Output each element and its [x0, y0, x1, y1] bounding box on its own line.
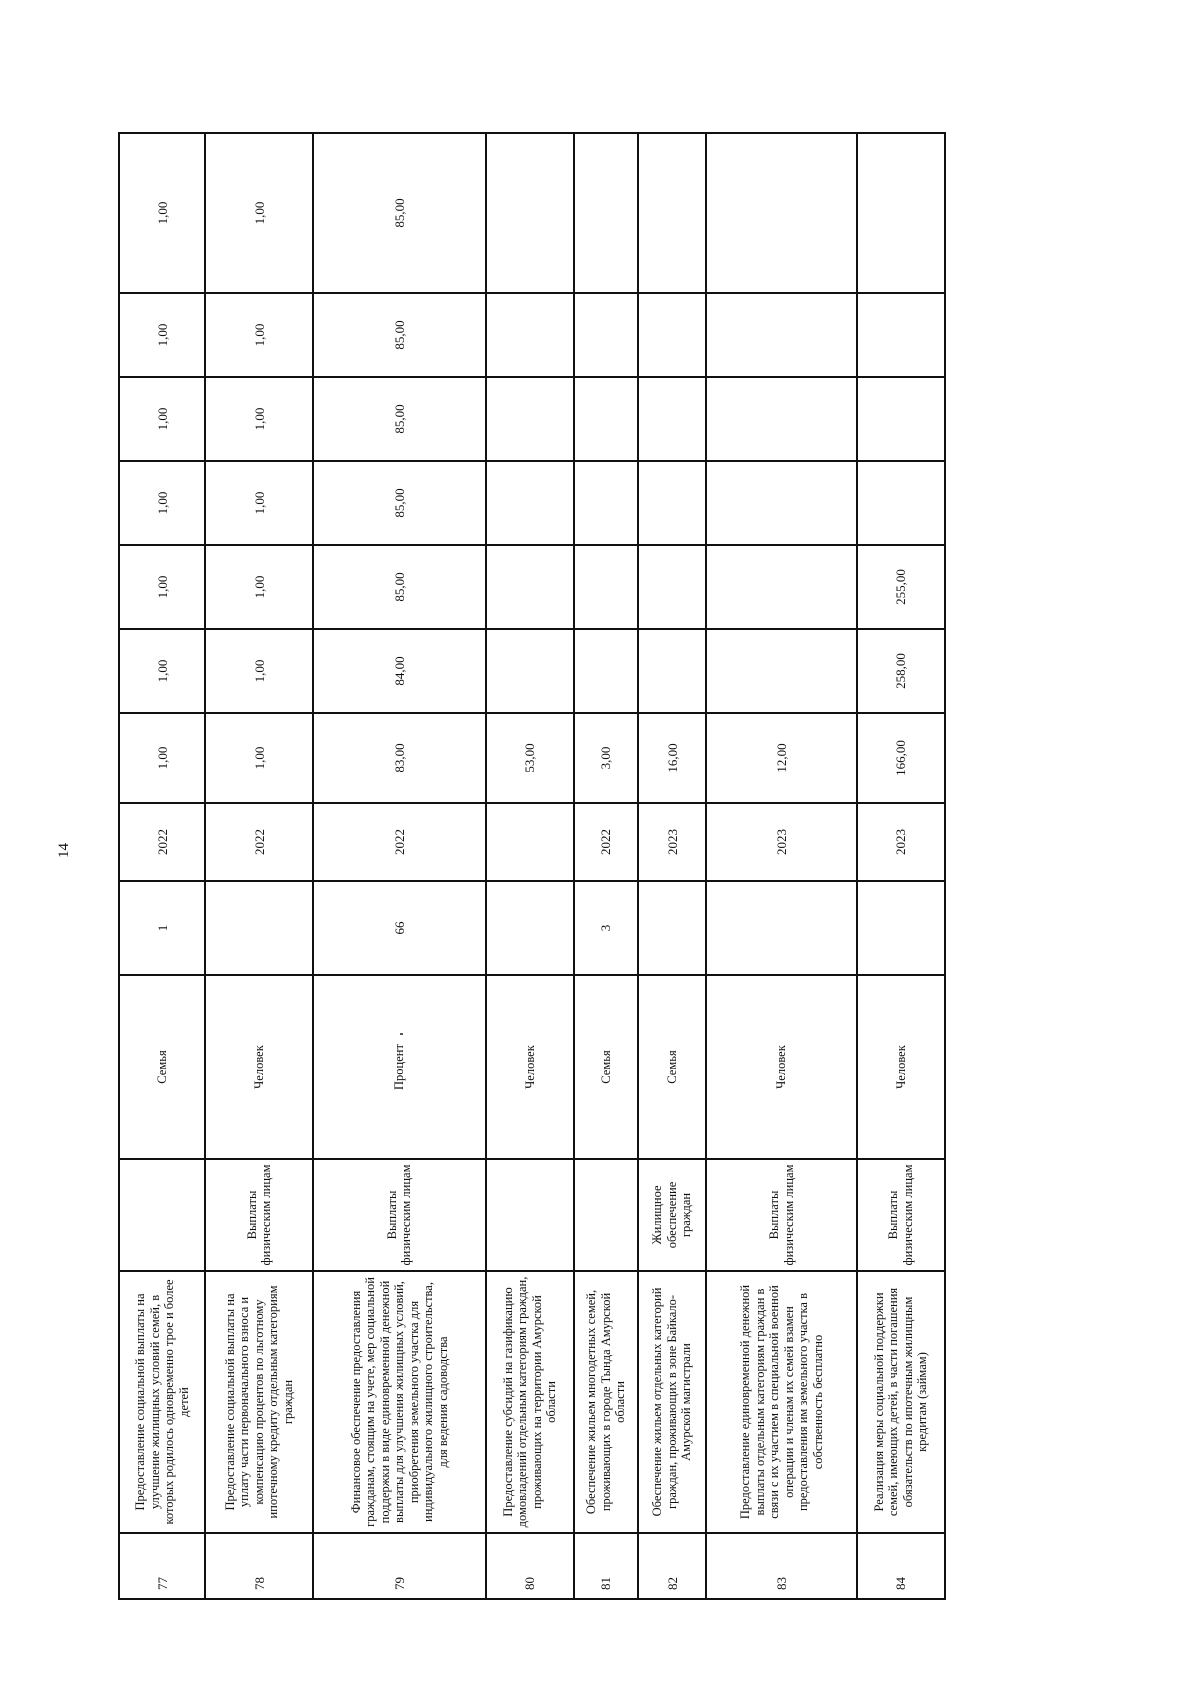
value-2	[706, 629, 856, 713]
value-1: 83,00	[313, 713, 485, 803]
value-2: 84,00	[313, 629, 485, 713]
value-1: 166,00	[857, 713, 945, 803]
base-year: 2022	[205, 803, 313, 881]
value-5: 1,00	[205, 377, 313, 461]
value-4	[857, 461, 945, 545]
unit: Человек	[706, 975, 856, 1159]
value-5	[486, 377, 574, 461]
value-4	[638, 461, 706, 545]
value-1: 16,00	[638, 713, 706, 803]
row-number: 80	[486, 1533, 574, 1599]
value-3	[486, 545, 574, 629]
value-4: 1,00	[119, 461, 205, 545]
base-value: 66	[313, 881, 485, 975]
measure-type	[574, 1159, 638, 1271]
value-1: 53,00	[486, 713, 574, 803]
base-value	[706, 881, 856, 975]
measure-type: Выплаты физическим лицам	[313, 1159, 485, 1271]
value-7: 1,00	[119, 133, 205, 293]
table-row	[205, 133, 313, 1599]
value-6	[574, 293, 638, 377]
base-year: 2023	[638, 803, 706, 881]
row-number: 82	[638, 1533, 706, 1599]
base-year: 2022	[574, 803, 638, 881]
value-7: 1,00	[205, 133, 313, 293]
table-row	[119, 133, 205, 1599]
value-1: 3,00	[574, 713, 638, 803]
value-1: 1,00	[119, 713, 205, 803]
value-3: 1,00	[205, 545, 313, 629]
unit: Семья	[119, 975, 205, 1159]
measure-type	[119, 1159, 205, 1271]
value-2	[486, 629, 574, 713]
base-year: 2022	[119, 803, 205, 881]
measure-name: Обеспечение жильем многодетных семей, проживающих в городе Тында Амурской области	[574, 1271, 638, 1533]
value-6	[706, 293, 856, 377]
row-number: 84	[857, 1533, 945, 1599]
value-6: 1,00	[119, 293, 205, 377]
table-row	[638, 133, 706, 1599]
base-value	[638, 881, 706, 975]
measure-type	[486, 1159, 574, 1271]
value-5	[706, 377, 856, 461]
base-year: 2023	[857, 803, 945, 881]
base-year: 2022	[313, 803, 485, 881]
measure-type: Выплаты физическим лицам	[706, 1159, 856, 1271]
base-value	[857, 881, 945, 975]
base-year	[486, 803, 574, 881]
measure-name: Финансовое обеспечение предоставления гражданам, стоящим на учете, мер социальной поддержки в виде единовременной денежной выплаты для улучшения жилищных условий, приобретения земельного участка для индивидуального жилищного строительства, для ведения садоводства	[313, 1271, 485, 1533]
measure-type: Жилищное обеспечение граждан	[638, 1159, 706, 1271]
measure-type: Выплаты физическим лицам	[205, 1159, 313, 1271]
value-3: 1,00	[119, 545, 205, 629]
value-5: 1,00	[119, 377, 205, 461]
base-value	[486, 881, 574, 975]
value-3	[706, 545, 856, 629]
page-number: 14	[56, 843, 72, 858]
value-4	[486, 461, 574, 545]
measure-name: Предоставление субсидий на газификацию домовладений отдельным категориям граждан, проживающих на территории Амурской области	[486, 1271, 574, 1533]
measure-type: Выплаты физическим лицам	[857, 1159, 945, 1271]
row-number: 81	[574, 1533, 638, 1599]
base-value: 3	[574, 881, 638, 975]
value-1: 1,00	[205, 713, 313, 803]
table-body	[119, 133, 945, 1599]
base-year: 2023	[706, 803, 856, 881]
row-number: 79	[313, 1533, 485, 1599]
row-number: 78	[205, 1533, 313, 1599]
value-7	[574, 133, 638, 293]
measure-name: Предоставление социальной выплаты на улучшение жилищных условий семей, в которых родилось одновременно трое и более детей	[119, 1271, 205, 1533]
table-row	[313, 133, 485, 1599]
measure-name: Предоставление единовременной денежной выплаты отдельным категориям граждан в связи с их участием в специальной военной операции и членам их семей взамен предоставления им земельного участка в собственность бесплатно	[706, 1271, 856, 1533]
value-7	[857, 133, 945, 293]
base-value	[205, 881, 313, 975]
base-value: 1	[119, 881, 205, 975]
value-2	[574, 629, 638, 713]
value-5: 85,00	[313, 377, 485, 461]
row-number: 83	[706, 1533, 856, 1599]
value-6	[486, 293, 574, 377]
value-3	[638, 545, 706, 629]
unit: Процент	[313, 975, 485, 1159]
measure-name: Предоставление социальной выплаты на уплату части первоначального взноса и компенсацию процентов по льготному ипотечному кредиту отдельным категориям граждан	[205, 1271, 313, 1533]
value-4: 1,00	[205, 461, 313, 545]
indicators-table	[118, 132, 946, 1600]
value-4: 85,00	[313, 461, 485, 545]
value-5	[638, 377, 706, 461]
value-5	[574, 377, 638, 461]
unit: Семья	[574, 975, 638, 1159]
row-number: 77	[119, 1533, 205, 1599]
value-2: 1,00	[205, 629, 313, 713]
measure-name: Обеспечение жильем отдельных категорий граждан, проживающих в зоне Байкало-Амурской магистрали	[638, 1271, 706, 1533]
value-5	[857, 377, 945, 461]
value-3: 255,00	[857, 545, 945, 629]
value-7: 85,00	[313, 133, 485, 293]
value-2: 258,00	[857, 629, 945, 713]
measure-name: Реализация меры социальной поддержки семей, имеющих детей, в части погашения обязательств по ипотечным жилищным кредитам (займам)	[857, 1271, 945, 1533]
value-4	[574, 461, 638, 545]
value-6: 85,00	[313, 293, 485, 377]
rotated-table-container	[118, 134, 946, 1600]
value-2: 1,00	[119, 629, 205, 713]
unit: Человек	[857, 975, 945, 1159]
unit: Человек	[205, 975, 313, 1159]
unit: Человек	[486, 975, 574, 1159]
value-6	[857, 293, 945, 377]
value-7	[706, 133, 856, 293]
value-6	[638, 293, 706, 377]
table-row	[857, 133, 945, 1599]
table-row	[706, 133, 856, 1599]
value-7	[486, 133, 574, 293]
table-row	[574, 133, 638, 1599]
value-3: 85,00	[313, 545, 485, 629]
unit: Семья	[638, 975, 706, 1159]
table-row	[486, 133, 574, 1599]
value-2	[638, 629, 706, 713]
value-1: 12,00	[706, 713, 856, 803]
value-3	[574, 545, 638, 629]
value-7	[638, 133, 706, 293]
value-6: 1,00	[205, 293, 313, 377]
value-4	[706, 461, 856, 545]
